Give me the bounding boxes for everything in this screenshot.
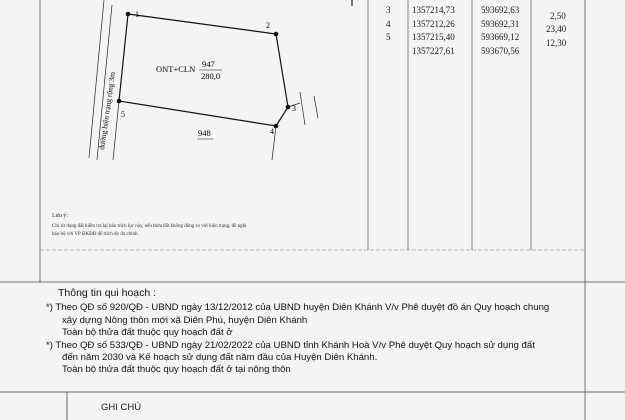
vertex-label: 5 [121,110,125,119]
coord-point: 3 [386,5,391,15]
ghi-chu-heading: GHI CHÚ [101,402,142,413]
parcel-code: ONT+CLN [156,64,196,74]
vertex-label: 2 [266,21,270,30]
parcel-area: 280,0 [201,71,221,81]
vertex-label: 4 [270,127,274,136]
coord-x: 1357215,40 [412,32,455,42]
road-label: đường hiện trạng rộng 3m [97,71,117,151]
vertex-label: 1 [135,10,139,19]
neighbor-boundary [113,101,119,160]
note-line: báo bộ với VP ĐKĐĐ để trích đo đo chỉnh. [52,232,139,237]
vertex-marker [126,12,131,17]
vertex-marker [274,32,279,37]
planning-title: Thông tin qui hoạch : [58,287,157,299]
coord-x: 1357212,26 [412,19,455,29]
coord-y: 593670,56 [481,46,520,56]
distance: 2,50 [550,11,566,21]
coord-point: 4 [386,19,391,29]
coord-x: 1357214,73 [412,5,455,15]
coord-x: 1357227,61 [412,46,455,56]
parcel-number: 947 [202,59,215,69]
planning-line: xây dựng Nông thôn mới xã Diên Phú, huyện Diên Khánh [62,314,308,326]
note-label: Lưu ý: [52,213,69,219]
planning-line: *) Theo QĐ số 920/QĐ - UBND ngày 13/12/2012 của UBND huyện Diên Khánh V/v Phê duyệt đồ án Quy hoạch chung [46,302,550,314]
note-line: Chỉ sử dụng đất kiểm tra lại bản trích lục này, nếu thửa đất không đúng so với hiện trạng, đề nghị [52,224,247,229]
planning-line: *) Theo QĐ số 533/QĐ - UBND ngày 21/02/2022 của UBND tỉnh Khánh Hoà V/v Phê duyệt Quy hoạch sử dụng đất [46,339,535,351]
vertex-marker [117,99,122,104]
planning-info [46,287,606,377]
coord-y: 593669,12 [481,32,520,42]
planning-line: Toàn bộ thửa đất thuộc quy hoạch đất ở [62,327,233,339]
coord-point: 5 [386,32,391,42]
planning-line: Toàn bộ thửa đất thuộc quy hoạch đất ở tại nông thôn [62,364,291,376]
distance: 12,30 [546,38,567,48]
vertex-marker [286,105,291,110]
coord-y: 593692,63 [481,5,520,15]
vertex-marker [274,124,279,129]
distance: 23,40 [546,24,567,34]
vertex-label: 3 [292,104,296,113]
planning-line: đến năm 2030 và Kế hoạch sử dụng đất năm đầu của Huyện Diên Khánh. [62,352,378,364]
neighbor-parcel-number: 948 [198,128,211,138]
coord-y: 593692,31 [481,19,520,29]
edge-line [300,92,305,125]
edge-line [314,96,318,118]
